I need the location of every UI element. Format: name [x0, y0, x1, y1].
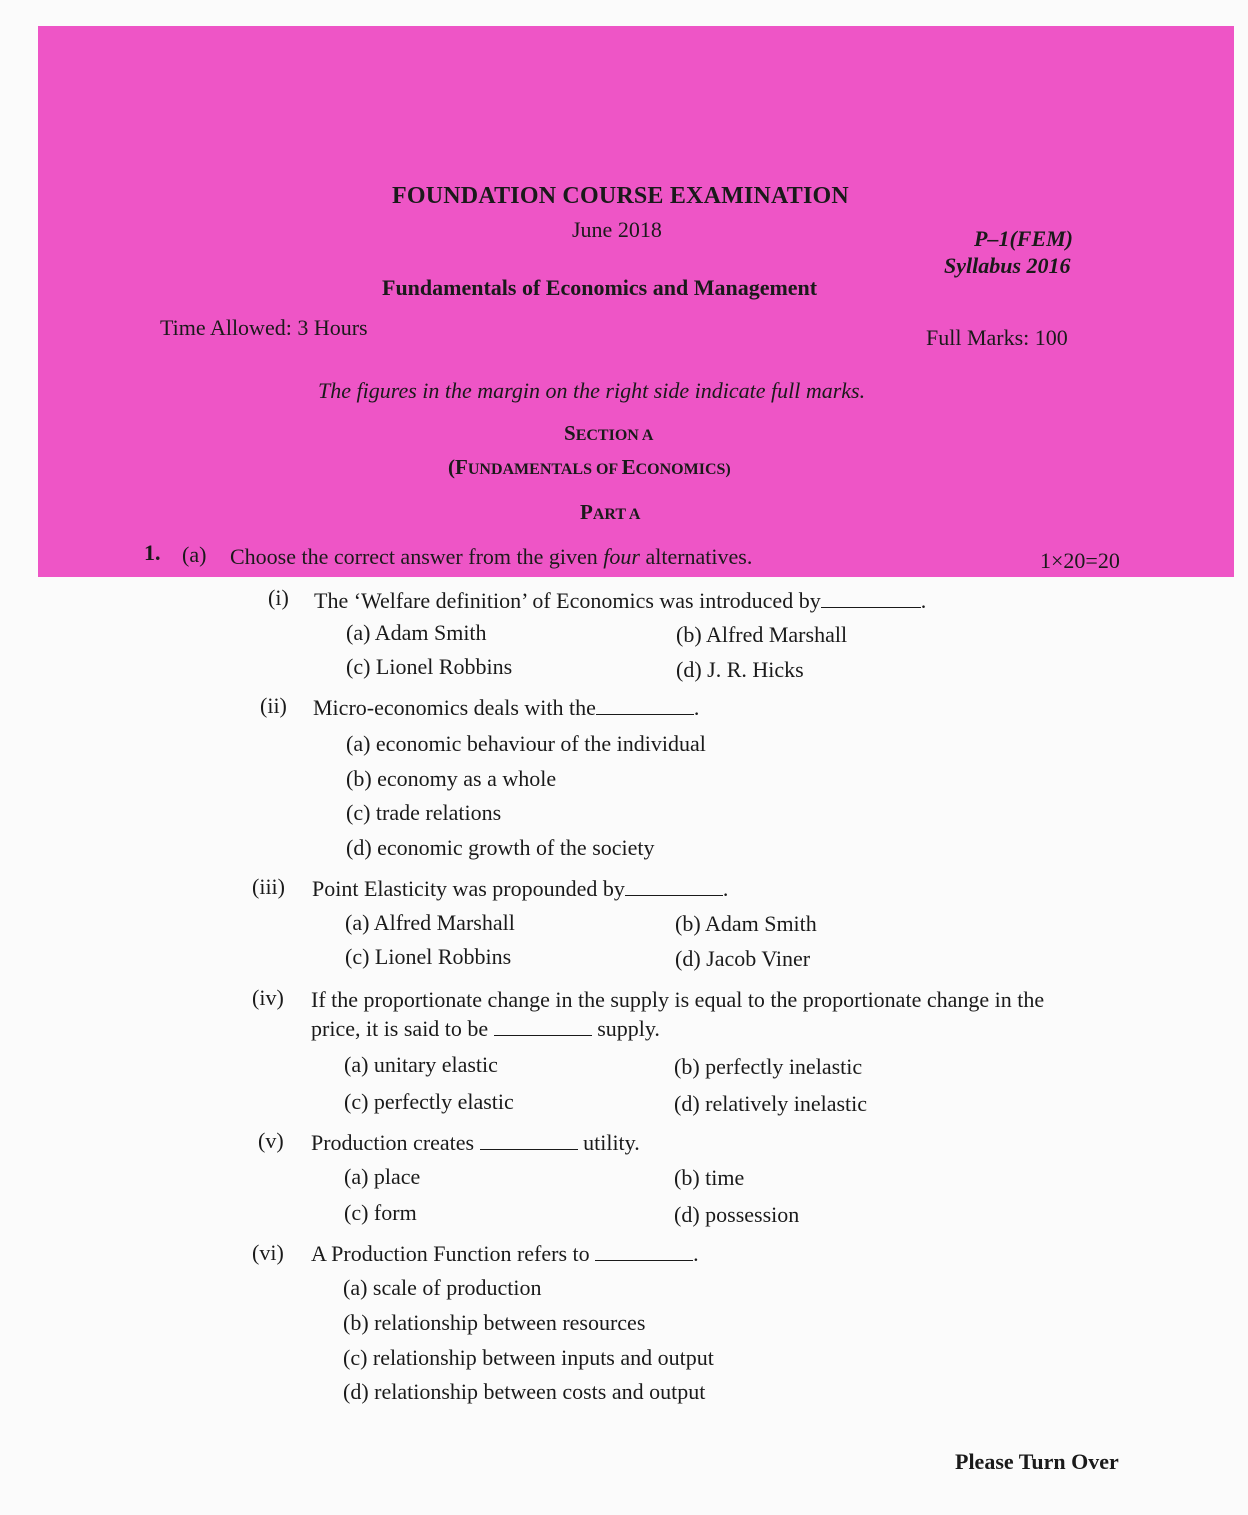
option: (d) J. R. Hicks — [676, 657, 804, 682]
question-marks: 1×20=20 — [1040, 548, 1120, 573]
option: (a) place — [344, 1164, 421, 1189]
option: (b) Adam Smith — [675, 911, 817, 936]
option: (b) Alfred Marshall — [676, 622, 848, 647]
marks-instruction: The figures in the margin on the right side indicate full marks. — [318, 378, 866, 403]
option: (a) economic behaviour of the individual — [346, 731, 706, 756]
syllabus: Syllabus 2016 — [944, 253, 1071, 278]
item-number: (vi) — [252, 1240, 284, 1265]
option: (a) scale of production — [343, 1275, 542, 1300]
exam-title: FOUNDATION COURSE EXAMINATION — [392, 183, 849, 209]
question-number: 1. — [144, 540, 161, 565]
item-number: (iii) — [252, 874, 285, 899]
full-marks: Full Marks: 100 — [926, 325, 1068, 350]
option: (a) Adam Smith — [346, 620, 487, 645]
option: (c) perfectly elastic — [344, 1089, 514, 1114]
item-text: price, it is said to be supply. — [311, 1016, 660, 1041]
pink-highlight-band — [38, 26, 1234, 577]
please-turn-over: Please Turn Over — [955, 1449, 1119, 1474]
option: (c) Lionel Robbins — [345, 944, 512, 969]
answer-blank — [494, 1017, 592, 1036]
option: (a) Alfred Marshall — [345, 910, 515, 935]
option: (b) economy as a whole — [346, 766, 557, 791]
item-text: Point Elasticity was propounded by . — [312, 876, 729, 901]
option: (d) economic growth of the society — [346, 835, 655, 860]
answer-blank — [595, 1242, 693, 1261]
option: (c) form — [344, 1200, 417, 1225]
option: (c) Lionel Robbins — [346, 654, 513, 679]
paper-code: P–1(FEM) — [974, 226, 1073, 251]
item-number: (iv) — [252, 985, 284, 1010]
item-text: The ‘Welfare definition’ of Economics was introduced by . — [314, 588, 927, 613]
option: (d) possession — [674, 1202, 800, 1227]
question-instruction: Choose the correct answer from the given four alternatives. — [230, 544, 753, 569]
section-heading: SECTION A — [564, 421, 654, 445]
time-allowed: Time Allowed: 3 Hours — [160, 315, 368, 340]
option: (d) relationship between costs and output — [343, 1379, 706, 1404]
option: (d) Jacob Viner — [675, 946, 811, 971]
option: (b) time — [674, 1165, 745, 1190]
option: (d) relatively inelastic — [674, 1091, 868, 1116]
item-text-line1: If the proportionate change in the supply is equal to the proportionate change in the — [311, 987, 1045, 1012]
option: (c) trade relations — [346, 800, 502, 825]
answer-blank — [821, 589, 921, 608]
answer-blank — [480, 1131, 578, 1150]
item-number: (ii) — [260, 693, 287, 718]
page-edge — [0, 0, 38, 580]
option: (b) relationship between resources — [343, 1310, 646, 1335]
item-text: Production creates utility. — [311, 1130, 640, 1155]
item-text: Micro-economics deals with the . — [313, 695, 700, 720]
option: (b) perfectly inelastic — [674, 1054, 863, 1079]
answer-blank — [596, 696, 694, 715]
question-sub-label: (a) — [182, 542, 207, 567]
item-number: (i) — [268, 585, 289, 610]
paper-name: Fundamentals of Economics and Management — [382, 275, 818, 300]
item-number: (v) — [258, 1128, 284, 1153]
section-subtitle: (FUNDAMENTALS OF ECONOMICS) — [448, 455, 731, 479]
part-heading: PART A — [580, 500, 641, 524]
option: (c) relationship between inputs and output — [343, 1345, 714, 1370]
option: (a) unitary elastic — [344, 1052, 498, 1077]
session: June 2018 — [572, 217, 662, 242]
answer-blank — [625, 877, 723, 896]
item-text: A Production Function refers to . — [311, 1241, 699, 1266]
